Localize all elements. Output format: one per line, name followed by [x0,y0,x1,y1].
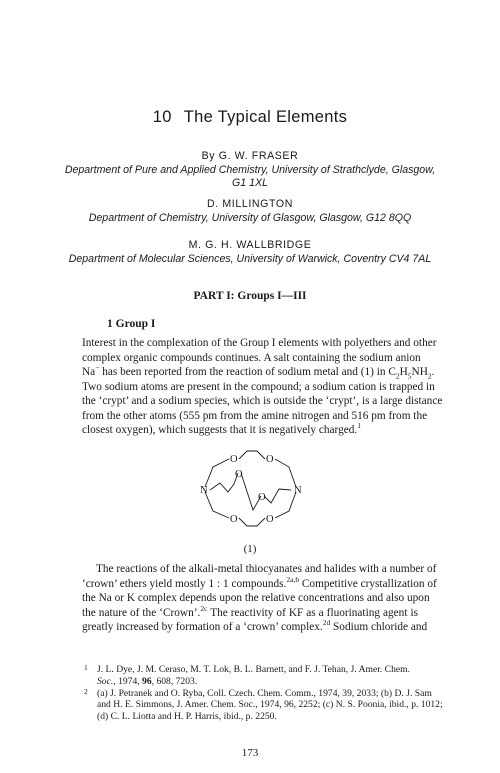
bond [239,451,265,459]
author-name: D. MILLINGTON [207,198,293,210]
footnote-line: (a) J. Petranek and O. Ryba, Coll. Czech. Chem. Comm., 1974, 39, 2033; (b) D. J. Sam [97,687,432,699]
reference-marker: 2c [200,603,208,613]
footnote-1 [82,664,418,688]
bond [275,459,296,487]
oxygen-atom-label: O [235,469,243,480]
footnote-line: Soc., 1974, 96, 608, 7203. [97,675,198,687]
text-line: closest oxygen), which suggests that it is negatively charged.$^1$ [82,421,362,436]
footnotes [82,663,443,723]
reference-marker: 2a,b [286,574,300,584]
footnote-marker: 1 [84,663,88,672]
author-name: By G. W. FRASER [201,150,299,162]
chapter-number: 10 [152,108,172,126]
footnote-marker: 2 [84,686,88,696]
text-line: the ‘crypt’ and a sodium species, which is outside the ‘crypt’, is a large distance [82,395,443,407]
oxygen-atom-label: O [258,492,266,503]
author-name: M. G. H. WALLBRIDGE [188,239,312,251]
chapter-title [0,108,500,127]
bond [205,492,229,518]
text-line: the nature of the ‘Crown’.$^{2c}$ The reactivity of KF as a fluorinating agent is [82,603,418,619]
bond [239,518,265,526]
oxygen-atom-label: O [230,454,238,465]
compound-label: (1) [243,543,257,555]
text-line: complex organic compounds continues. A salt containing the sodium anion [82,351,421,364]
oxygen-atom-label: O [230,514,238,525]
section-heading: 1 Group I [107,318,156,330]
author-affiliation: Department of Pure and Applied Chemistry, University of Strathclyde, Glasgow, [64,163,436,176]
text-line: greatly increased by formation of a ‘crown’ complex.$^{2d}$ Sodium chloride and [82,618,428,633]
nitrogen-atom-label: N [294,485,302,496]
nitrogen-atom-label: N [200,485,208,496]
text-line: ‘crown’ ethers yield mostly 1 : 1 compounds.$^{2a,b}$ Competitive crystallization of [82,574,437,590]
paragraph-2 [82,562,437,635]
bond [264,489,291,503]
text-line: the Na or K complex depends upon the relative concentrations and also upon [82,592,430,604]
chapter-title-text: The Typical Elements [183,108,348,126]
bond [275,492,296,518]
footnote-2 [82,686,443,723]
bond [205,459,229,487]
author-affiliation: Department of Molecular Sciences, University of Warwick, Coventry CV4 7AL [68,252,432,265]
part-heading: PART I: Groups I—III [193,290,307,302]
footnote-line: J. L. Dye, J. M. Ceraso, M. T. Lok, B. L. Barnett, and F. J. Tehan, J. Amer. Chem. [97,664,410,675]
author-affiliation: G1 1XL [232,177,268,189]
text-line: from the other atoms (555 pm from the amine nitrogen and 516 pm from the [82,409,428,422]
author-block-1 [30,150,470,191]
author-affiliation: Department of Chemistry, University of Glasgow, Glasgow, G12 8QQ [88,211,412,224]
text-line: Two sodium atoms are present in the compound; a sodium cation is trapped in [82,380,435,393]
author-block-2 [30,198,470,225]
text-line: Interest in the complexation of the Group I elements with polyethers and other [82,337,437,349]
bond [210,473,238,492]
text-line: The reactions of the alkali-metal thiocyanates and halides with a number of [96,563,437,575]
text-line: Na− has been reported from the reaction of sodium metal and (1) in $C_2H_5NH_2$. [82,363,435,381]
author-block-3 [30,239,470,266]
page-number: 173 [241,747,259,759]
paragraph-1 [82,336,443,438]
reference-marker: 2d [322,618,331,628]
footnote-line: and H. E. Simmons, J. Amer. Chem. Soc., 1974, 96, 2252; (c) N. S. Poonia, ibid., p. 1012; [97,699,443,711]
reference-marker: 1 [357,421,362,431]
cryptand-structure [195,440,307,540]
footnote-line: (d) C. L. Liotta and H. P. Harris, ibid., p. 2250. [97,711,277,723]
oxygen-atom-label: O [266,514,274,525]
oxygen-atom-label: O [266,454,274,465]
